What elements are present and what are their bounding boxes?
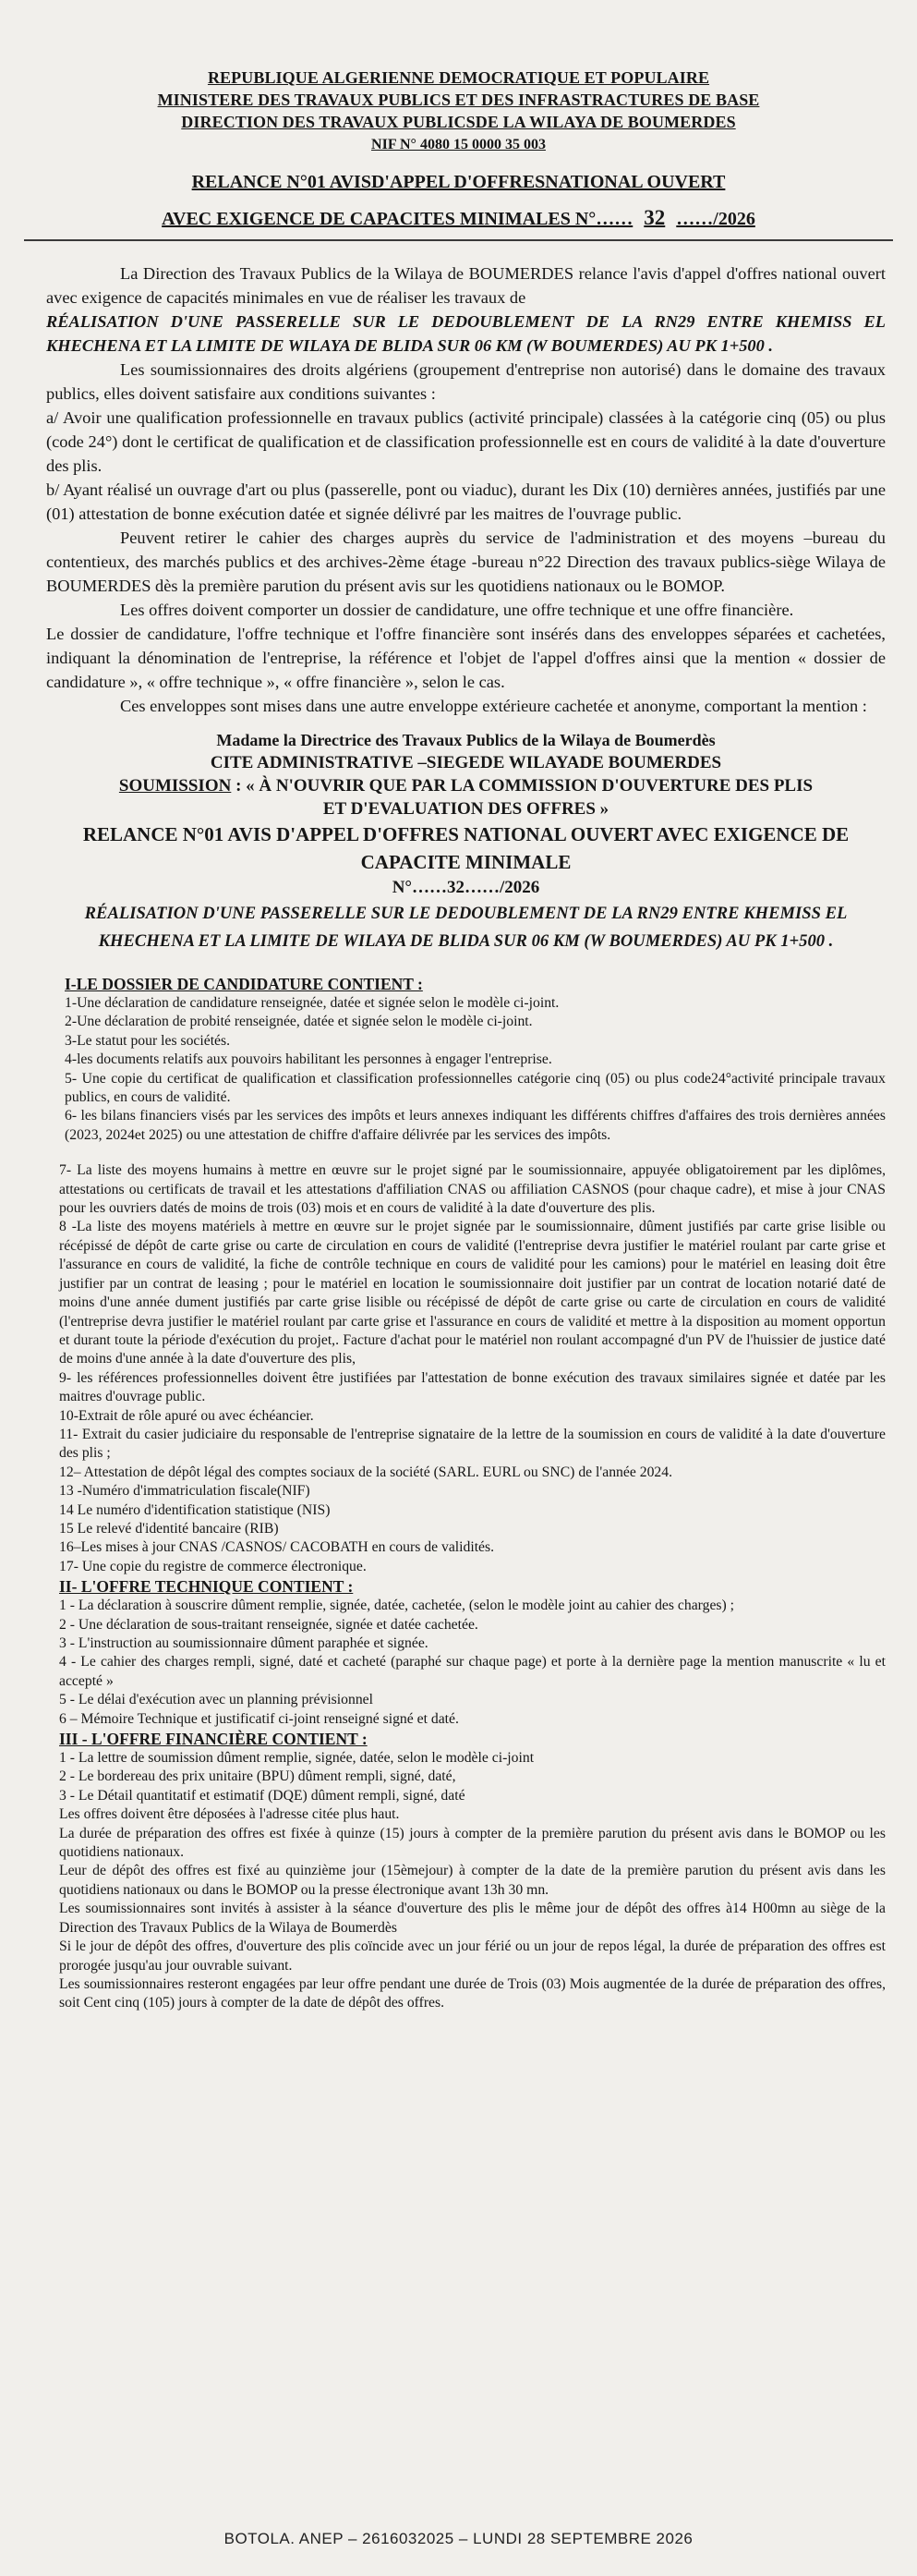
list-item: 2 - Le bordereau des prix unitaire (BPU) dûment rempli, signé, daté, (59, 1768, 456, 1785)
notice-subtitle-suffix: ……/2026 (676, 209, 755, 229)
soumission-label: SOUMISSION (118, 776, 232, 796)
financiere-title: III - L'OFFRE FINANCIÈRE CONTIENT : (59, 1730, 368, 1749)
project-object: RÉALISATION D'UNE PASSERELLE SUR LE DEDOUBLEMENT DE LA RN29 ENTRE KHEMISS EL KHECHENA ET LA LIMITE DE WILAYA DE BLIDA SUR 06 KM (W BOUMERDES) AU PK 1+500 . (46, 312, 886, 355)
technique-title: II- L'OFFRE TECHNIQUE CONTIENT : (59, 1577, 354, 1597)
list-item: 5 - Le délai d'exécution avec un planning prévisionnel (59, 1692, 373, 1708)
list-item: 8 -La liste des moyens matériels à mettre en œuvre sur le projet signée par le soumissionnaire, dûment justifiés par carte grise lisible ou récépissé de dépôt de carte grise ou carte de circulation en cours de validité (l'entreprise devra justifier le matériel roulant par carte grise et l'assurance en cours de validité, la fiche de contrôle technique en cours de validité pour les camions) pour le matériel en leasing doit être justifier par un contrat de leasing ; pour le matériel en location le soumissionnaire doit justifier par un contrat de location notarié daté de moins d'une année dument justifiés par carte grise lisible ou récépissé de dépôt de carte grise ou carte de circulation en cours de validité (l'entreprise devra justifier le matériel roulant par carte grise et l'assurance en cours de validité et mettre à la disposition au moment opportun et durant toute la période d'exécution du projet,. Facture d'achat pour le matériel non roulant accompagné d'un PV de l'huissier de justice daté de moins d'une année à la date d'ouverture des plis, (59, 1219, 886, 1367)
closing-line: Les soumissionnaires resteront engagées par leur offre pendant une durée de Trois (03) Mois augmentée de la durée de préparation des offres, soit Cent cinq (105) jours à compter de la date de dépôt des offres. (59, 1975, 886, 2011)
list-item: 3 - Le Détail quantitatif et estimatif (DQE) dûment rempli, signé, daté (59, 1787, 465, 1804)
list-item: 1 - La lettre de soumission dûment remplie, signée, datée, selon le modèle ci-joint (59, 1750, 535, 1767)
list-item: 12– Attestation de dépôt légal des comptes sociaux de la société (SARL. EURL ou SNC) de l'année 2024. (59, 1464, 673, 1480)
list-item: 10-Extrait de rôle apuré ou avec échéancier. (59, 1407, 314, 1424)
intro-paragraph: La Direction des Travaux Publics de la Wilaya de BOUMERDES relance l'avis d'appel d'offres national ouvert avec exigence de capacités minimales en vue de réaliser les travaux de (46, 264, 886, 307)
evaluation-mention: ET D'EVALUATION DES OFFRES » (322, 799, 609, 819)
notice-subtitle-prefix: AVEC EXIGENCE DE CAPACITES MINIMALES N°…… (162, 209, 633, 229)
envelopes-paragraph: Le dossier de candidature, l'offre technique et l'offre financière sont insérés dans des enveloppes séparées et cachetées, indiquant la dénomination de l'entreprise, la référence et l'objet de l'appel d'offres ainsi que la mention « dossier de candidature », « offre technique », « offre financière », selon le cas. (46, 625, 886, 691)
requirements-lists (0, 955, 917, 2013)
notice-number: 32 (644, 206, 666, 229)
nif-number: NIF N° 4080 15 0000 35 003 (371, 137, 546, 152)
republic-line: REPUBLIQUE ALGERIENNE DEMOCRATIQUE ET POPULAIRE (207, 68, 710, 87)
list-item: 4-les documents relatifs aux pouvoirs habilitant les personnes à engager l'entreprise. (65, 1051, 552, 1068)
list-item: 14 Le numéro d'identification statistique (NIS) (59, 1501, 331, 1518)
publication-footer: BOTOLA. ANEP – 2616032025 – LUNDI 28 SEPTEMBRE 2026 (223, 2530, 694, 2547)
relance-number: N°……32……/2026 (392, 878, 540, 897)
closing-line: Leur de dépôt des offres est fixé au quinzième jour (15èmejour) à compter de la date de la première parution du présent avis dans les quotidiens nationaux ou dans le BOMOP ou la presse électronique avant 13h 30 mn. (59, 1863, 886, 1898)
list-item: 4 - Le cahier des charges rempli, signé, daté et cacheté (paraphé sur chaque page) et porte à la dernière page la mention manuscrite « lu et accepté » (59, 1654, 886, 1689)
offers-paragraph: Les offres doivent comporter un dossier de candidature, une offre technique et une offre financière. (120, 601, 794, 619)
closing-line: Si le jour de dépôt des offres, d'ouverture des plis coïncide avec un jour férié ou un jour de repos légal, la durée de préparation des offres est prorogée jusqu'au jour ouvrable suivant. (59, 1938, 886, 1974)
condition-a: a/ Avoir une qualification professionnelle en travaux publics (activité principale) classées à la catégorie cinq (05) ou plus (code 24°) dont le certificat de qualification et de classification professionnelle est en cours de validité à la date d'ouverture des plis. (46, 408, 886, 475)
list-item: 5- Une copie du certificat de qualification et classification professionnelles catégorie cinq (05) ou plus code24°activité principale travaux publics, en cours de validité. (65, 1070, 886, 1106)
list-item: 3 - L'instruction au soumissionnaire dûment paraphée et signée. (59, 1635, 428, 1651)
soumission-text: : « À N'OUVRIR QUE PAR LA COMMISSION D'OUVERTURE DES PLIS (231, 776, 814, 796)
list-item: 6 – Mémoire Technique et justificatif ci-joint renseigné signé et daté. (59, 1710, 459, 1727)
list-item: 17- Une copie du registre de commerce électronique. (59, 1558, 367, 1574)
list-item: 7- La liste des moyens humains à mettre en œuvre sur le projet signé par le soumissionnaire, appuyée obligatoirement par les diplômes, attestations ou certificats de travail et les attestations d'affiliation CNAS ou affiliation CASNOS (pour chaque cadre), et mise à jour CNAS pour les ouvriers datés de moins de trois (03) mois et en cours de validité à la date d'ouverture des plis. (59, 1162, 886, 1217)
ministry-line: MINISTERE DES TRAVAUX PUBLICS ET DES INFRASTRACTURES DE BASE (157, 91, 760, 109)
notice-body (0, 241, 917, 955)
closing-line: La durée de préparation des offres est fixée à quinze (15) jours à compter de la première parution du présent avis dans le BOMOP ou les quotidiens nationaux. (59, 1825, 886, 1861)
outer-envelope-paragraph: Ces enveloppes sont mises dans une autre enveloppe extérieure cachetée et anonyme, comportant la mention : (120, 697, 867, 715)
list-item: 2-Une déclaration de probité renseignée, datée et signée selon le modèle ci-joint. (65, 1014, 533, 1030)
candidature-block (59, 974, 886, 1145)
list-item: 1-Une déclaration de candidature renseignée, datée et signée selon le modèle ci-joint. (65, 995, 560, 1011)
candidature-title: I-LE DOSSIER DE CANDIDATURE CONTIENT : (65, 975, 423, 993)
list-item: 1 - La déclaration à souscrire dûment remplie, signée, datée, cachetée, (selon le modèle joint au cahier des charges) ; (59, 1598, 735, 1614)
closing-line: Les offres doivent être déposées à l'adresse citée plus haut. (59, 1806, 400, 1823)
list-item: 3-Le statut pour les sociétés. (65, 1032, 231, 1049)
soumission-mention (46, 774, 886, 797)
list-item: 15 Le relevé d'identité bancaire (RIB) (59, 1520, 279, 1537)
conditions-intro: Les soumissionnaires des droits algériens (groupement d'entreprise non autorisé) dans le domaine des travaux publics, elles doivent satisfaire aux conditions suivantes : (46, 360, 886, 403)
list-item: 9- les références professionnelles doivent être justifiées par l'attestation de bonne exécution des travaux similaires signée et datée par les maitres d'ouvrage public. (59, 1369, 886, 1405)
list-item: 6- les bilans financiers visés par les services des impôts et leurs annexes indiquant les différents chiffres d'affaires des trois dernières années (2023, 2024et 2025) ou une attestation de chiffre d'affaire délivrée par les services des impôts. (65, 1108, 886, 1143)
relance-heading: RELANCE N°01 AVIS D'APPEL D'OFFRES NATIONAL OUVERT AVEC EXIGENCE DE CAPACITE MINIMALE (82, 823, 850, 873)
notice-subtitle (0, 206, 917, 230)
closing-line: Les soumissionnaires sont invités à assister à la séance d'ouverture des plis le même jour de dépôt des offres à14 H00mn au siège de la Direction des Travaux Publics de la Wilaya de Boumerdès (59, 1901, 886, 1936)
list-item: 16–Les mises à jour CNAS /CASNOS/ CACOBATH en cours de validités. (59, 1539, 495, 1556)
list-item: 13 -Numéro d'immatriculation fiscale(NIF) (59, 1483, 310, 1500)
condition-b: b/ Ayant réalisé un ouvrage d'art ou plus (passerelle, pont ou viaduc), durant les Dix (10) dernières années, justifiés par une (01) attestation de bonne exécution datée et signée délivré par les maitres de l'ouvrage public. (46, 480, 886, 523)
addressee: Madame la Directrice des Travaux Publics de la Wilaya de Boumerdès (216, 731, 716, 749)
cite-address: CITE ADMINISTRATIVE –SIEGEDE WILAYADE BOUMERDES (210, 753, 722, 772)
relance-object: RÉALISATION D'UNE PASSERELLE SUR LE DEDOUBLEMENT DE LA RN29 ENTRE KHEMISS EL KHECHENA ET LA LIMITE DE WILAYA DE BLIDA SUR 06 KM (W BOUMERDES) AU PK 1+500 . (84, 904, 848, 951)
list-item: 11- Extrait du casier judiciaire du responsable de l'entreprise signataire de la lettre de la soumission en cours de validité à la date d'ouverture des plis ; (59, 1426, 886, 1462)
withdraw-paragraph: Peuvent retirer le cahier des charges auprès du service de l'administration et des moyens –bureau du contentieux, des marchés publics et des archives-2ème étage -bureau n°22 Direction des travaux publics-siège Wilaya de BOUMERDES dès la première parution du présent avis sur les quotidiens nationaux ou le BOMOP. (46, 529, 886, 595)
notice-header (0, 0, 917, 230)
list-item: 2 - Une déclaration de sous-traitant renseignée, signée et datée cachetée. (59, 1616, 478, 1633)
direction-line: DIRECTION DES TRAVAUX PUBLICSDE LA WILAYA DE BOUMERDES (181, 113, 736, 131)
notice-title: RELANCE N°01 AVISD'APPEL D'OFFRESNATIONAL OUVERT (191, 172, 726, 192)
